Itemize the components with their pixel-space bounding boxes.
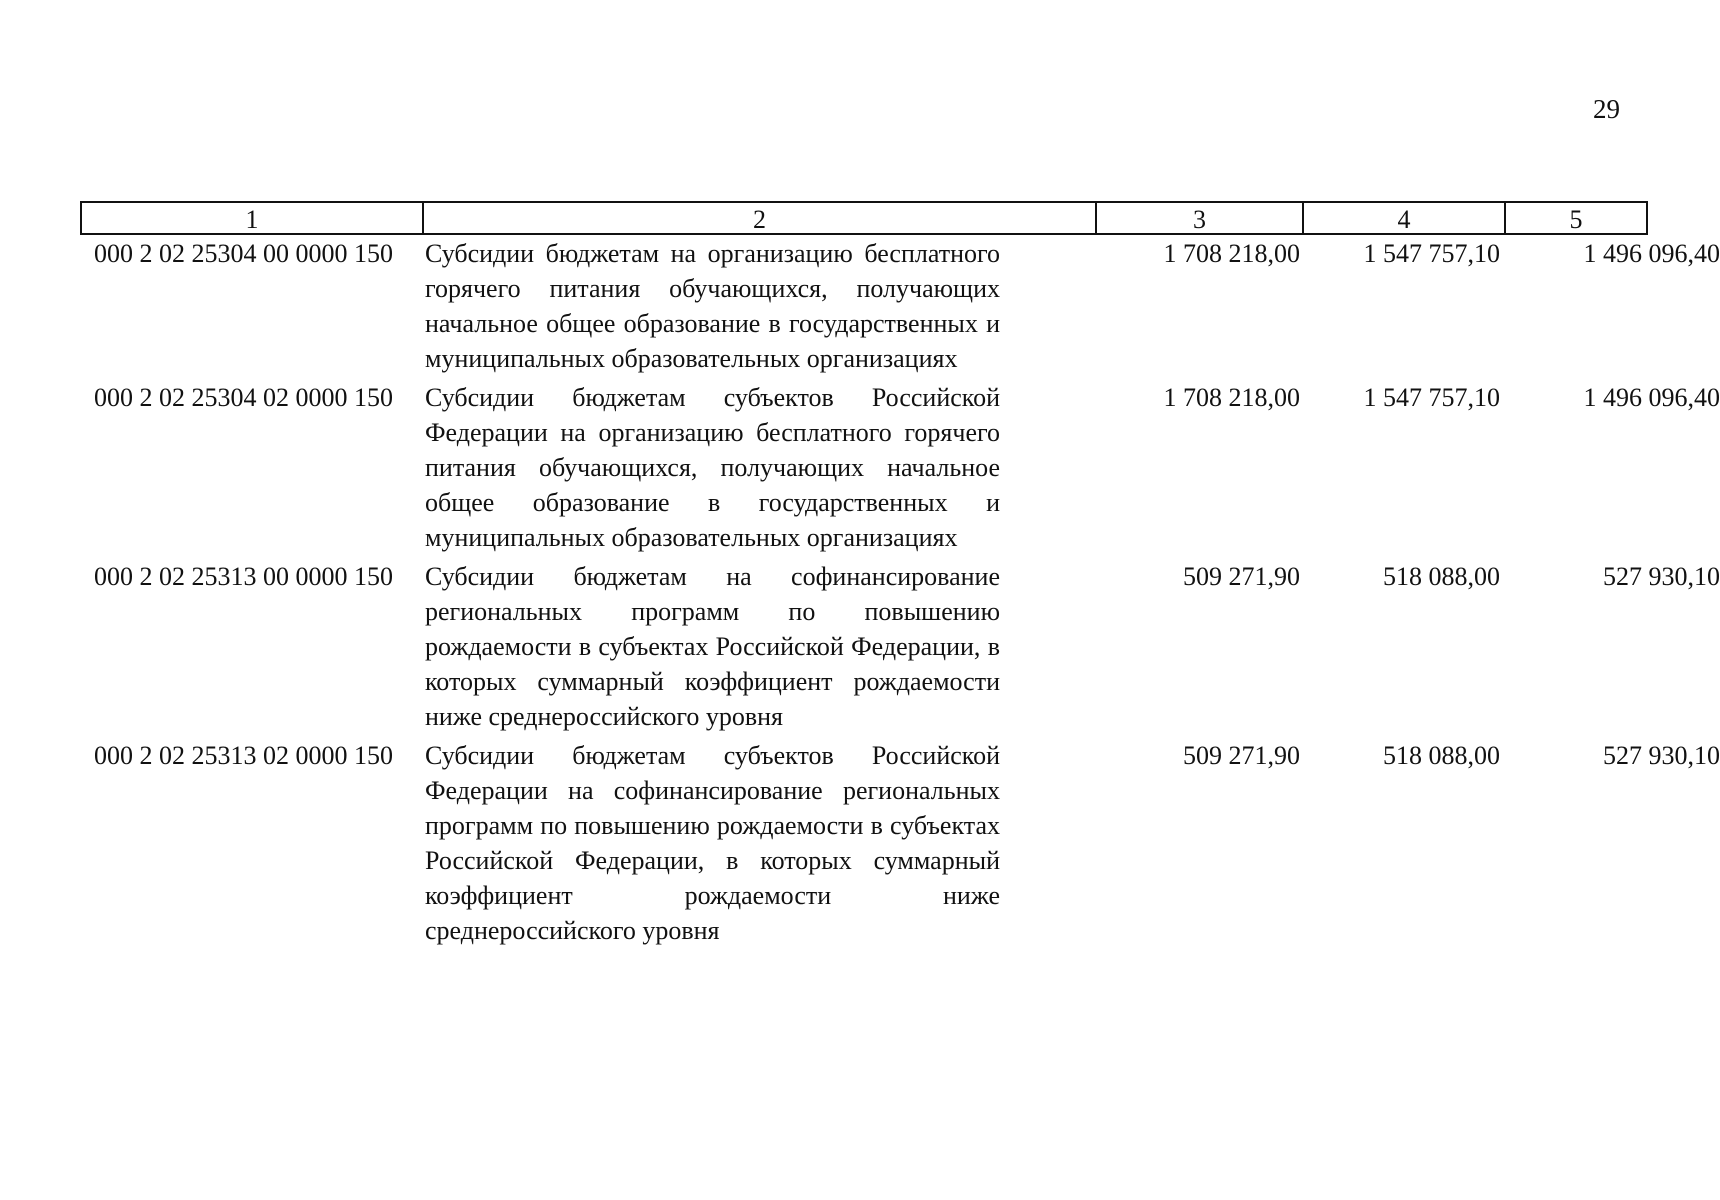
table-row <box>80 559 1720 734</box>
amount-col-4: 1 547 757,10 <box>1363 239 1500 268</box>
table-body <box>80 236 1720 948</box>
amount-col-5: 527 930,10 <box>1603 741 1720 770</box>
header-col-3: 3 <box>1097 203 1304 233</box>
row-description: Субсидии бюджетам на организацию бесплатного горячего питания обучающихся, получающих начальное общее образование в государственных и муниципальных образовательных организациях <box>425 239 1000 373</box>
header-col-1: 1 <box>82 203 424 233</box>
table-header-row <box>80 201 1648 235</box>
page-number: 29 <box>1593 94 1620 124</box>
row-description: Субсидии бюджетам субъектов Российской Федерации на организацию бесплатного горячего питания обучающихся, получающих начальное общее образование в государственных и муниципальных образовательных организациях <box>425 383 1000 552</box>
budget-code: 000 2 02 25304 00 0000 150 <box>94 239 393 268</box>
header-col-2: 2 <box>424 203 1097 233</box>
budget-code: 000 2 02 25313 02 0000 150 <box>94 741 393 770</box>
budget-code: 000 2 02 25304 02 0000 150 <box>94 383 393 412</box>
table-row <box>80 738 1720 948</box>
table-row <box>80 236 1720 376</box>
table-row <box>80 380 1720 555</box>
row-description: Субсидии бюджетам на софинансирование региональных программ по повышению рождаемости в субъектах Российской Федерации, в которых суммарный коэффициент рождаемости ниже среднероссийского уровня <box>425 562 1000 731</box>
amount-col-3: 1 708 218,00 <box>1163 239 1300 268</box>
amount-col-5: 1 496 096,40 <box>1583 239 1720 268</box>
header-col-4: 4 <box>1304 203 1506 233</box>
row-description: Субсидии бюджетам субъектов Российской Федерации на софинансирование региональных программ по повышению рождаемости в субъектах Российской Федерации, в которых суммарный коэффициент рождаемости ниже среднероссийского уровня <box>425 741 1000 945</box>
header-col-5: 5 <box>1569 205 1583 234</box>
amount-col-4: 518 088,00 <box>1383 562 1500 591</box>
amount-col-3: 509 271,90 <box>1183 741 1300 770</box>
amount-col-5: 1 496 096,40 <box>1583 383 1720 412</box>
amount-col-5: 527 930,10 <box>1603 562 1720 591</box>
amount-col-4: 1 547 757,10 <box>1363 383 1500 412</box>
amount-col-3: 1 708 218,00 <box>1163 383 1300 412</box>
amount-col-3: 509 271,90 <box>1183 562 1300 591</box>
budget-code: 000 2 02 25313 00 0000 150 <box>94 562 393 591</box>
amount-col-4: 518 088,00 <box>1383 741 1500 770</box>
